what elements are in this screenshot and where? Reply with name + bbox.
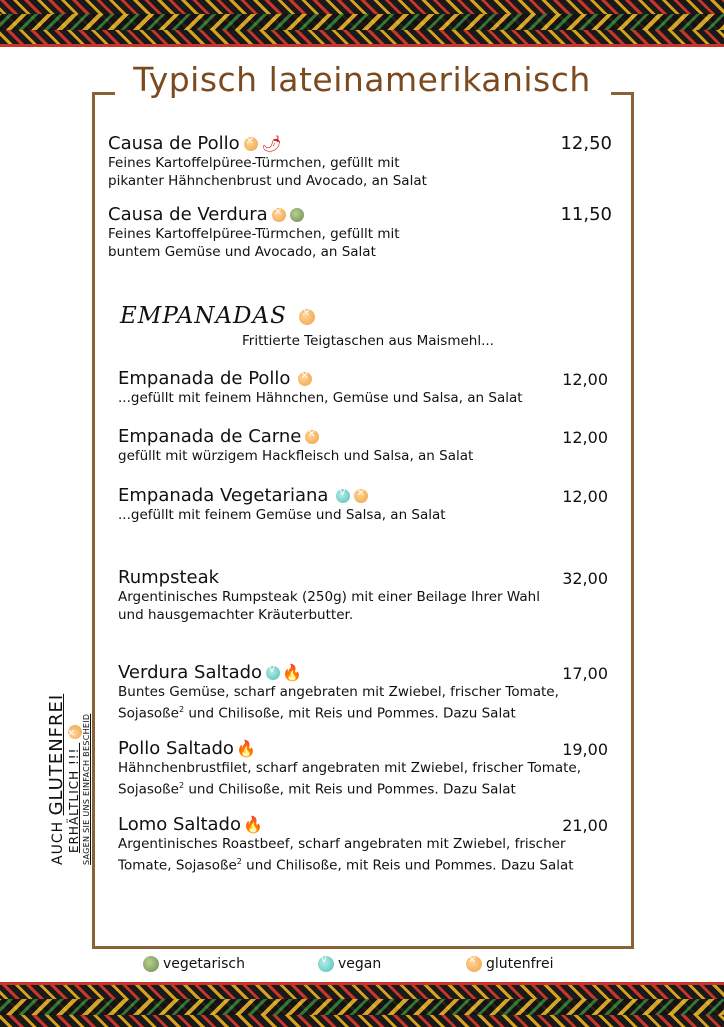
glutenfree-icon bbox=[68, 725, 82, 739]
item-description: buntem Gemüse und Avocado, an Salat bbox=[108, 244, 376, 260]
flame-icon: 🔥 bbox=[242, 815, 263, 834]
vegetarian-icon bbox=[290, 208, 304, 222]
page-title: Typisch lateinamerikanisch bbox=[133, 60, 591, 99]
legend-vegan: v vegan bbox=[318, 956, 381, 972]
menu-item-causa-de-verdura bbox=[108, 204, 612, 261]
item-description: Argentinisches Rumpsteak (250g) mit einer Beilage Ihrer Wahl bbox=[118, 589, 540, 605]
item-name: Causa de Verdura bbox=[108, 204, 268, 225]
glutenfree-side-note: AUCH GLUTENFREI ERHÄLTLICH !!! ✕ SAGEN SIE UNS EINFACH BESCHEID bbox=[46, 655, 91, 865]
vegan-icon bbox=[318, 956, 334, 972]
item-price: 32,00 bbox=[562, 569, 608, 588]
menu-item-verdura-saltado bbox=[118, 662, 608, 723]
item-description: Argentinisches Roastbeef, scharf angebraten mit Zwiebel, frischer bbox=[118, 836, 566, 852]
glutenfree-icon bbox=[298, 372, 312, 386]
menu-item-empanada-vegetariana bbox=[118, 485, 608, 524]
menu-item-causa-de-pollo bbox=[108, 133, 612, 190]
glutenfree-icon bbox=[466, 956, 482, 972]
glutenfree-icon bbox=[299, 309, 315, 325]
item-name: Causa de Pollo bbox=[108, 133, 240, 154]
legend-vegetarian: vegetarisch bbox=[143, 956, 245, 972]
item-name: Pollo Saltado bbox=[118, 738, 234, 759]
item-description: gefüllt mit würzigem Hackfleisch und Salsa, an Salat bbox=[118, 448, 474, 464]
item-name: Empanada de Carne bbox=[118, 426, 302, 447]
decorative-top-border bbox=[0, 0, 724, 47]
item-price: 12,00 bbox=[562, 370, 608, 389]
item-description: Hähnchenbrustfilet, scharf angebraten mit Zwiebel, frischer Tomate, bbox=[118, 760, 582, 776]
item-name: Empanada de Pollo bbox=[118, 368, 291, 389]
glutenfree-icon bbox=[244, 137, 258, 151]
legend-glutenfree: ✕ glutenfrei bbox=[466, 956, 554, 972]
item-price: 12,00 bbox=[562, 428, 608, 447]
item-name: Verdura Saltado bbox=[118, 662, 263, 683]
glutenfree-icon bbox=[305, 430, 319, 444]
flame-icon: 🔥 bbox=[235, 739, 256, 758]
decorative-bottom-border bbox=[0, 982, 724, 1027]
item-name: Empanada Vegetariana bbox=[118, 485, 329, 506]
item-description: Sojasoße$^2$ und Chilisoße, mit Reis und Pommes. Dazu Salat bbox=[118, 705, 516, 722]
glutenfree-icon bbox=[354, 489, 368, 503]
menu-item-lomo-saltado bbox=[118, 814, 608, 875]
item-description: ...gefüllt mit feinem Gemüse und Salsa, an Salat bbox=[118, 507, 446, 523]
flame-icon: 🔥 bbox=[282, 663, 302, 682]
item-description: Feines Kartoffelpüree-Türmchen, gefüllt mit bbox=[108, 155, 400, 171]
menu-item-empanada-de-pollo bbox=[118, 368, 608, 407]
chili-icon: 🌶 bbox=[261, 134, 282, 153]
item-description: ...gefüllt mit feinem Hähnchen, Gemüse und Salsa, an Salat bbox=[118, 390, 523, 406]
item-description: und hausgemachter Kräuterbutter. bbox=[118, 607, 354, 623]
item-price: 17,00 bbox=[562, 664, 608, 683]
item-description: pikanter Hähnchenbrust und Avocado, an Salat bbox=[108, 173, 427, 189]
vegetarian-icon bbox=[143, 956, 159, 972]
item-price: 12,50 bbox=[560, 133, 612, 154]
item-price: 11,50 bbox=[560, 204, 612, 225]
item-price: 12,00 bbox=[562, 487, 608, 506]
item-price: 21,00 bbox=[562, 816, 608, 835]
menu-item-rumpsteak bbox=[118, 567, 608, 624]
menu-item-pollo-saltado bbox=[118, 738, 608, 799]
item-name: Lomo Saltado bbox=[118, 814, 241, 835]
vegan-icon bbox=[266, 666, 280, 680]
item-description: Sojasoße$^2$ und Chilisoße, mit Reis und Pommes. Dazu Salat bbox=[118, 781, 516, 798]
item-description: Feines Kartoffelpüree-Türmchen, gefüllt mit bbox=[108, 226, 400, 242]
item-description: Tomate, Sojasoße$^2$ und Chilisoße, mit Reis und Pommes. Dazu Salat bbox=[118, 857, 574, 874]
vegan-icon bbox=[336, 489, 350, 503]
section-subtitle: Frittierte Teigtaschen aus Maismehl... bbox=[242, 333, 494, 349]
glutenfree-icon bbox=[272, 208, 286, 222]
item-description: Buntes Gemüse, scharf angebraten mit Zwiebel, frischer Tomate, bbox=[118, 684, 559, 700]
section-heading-empanadas: EMPANADAS ✕ bbox=[120, 303, 315, 329]
item-price: 19,00 bbox=[562, 740, 608, 759]
menu-item-empanada-de-carne bbox=[118, 426, 608, 465]
item-name: Rumpsteak bbox=[118, 567, 220, 588]
